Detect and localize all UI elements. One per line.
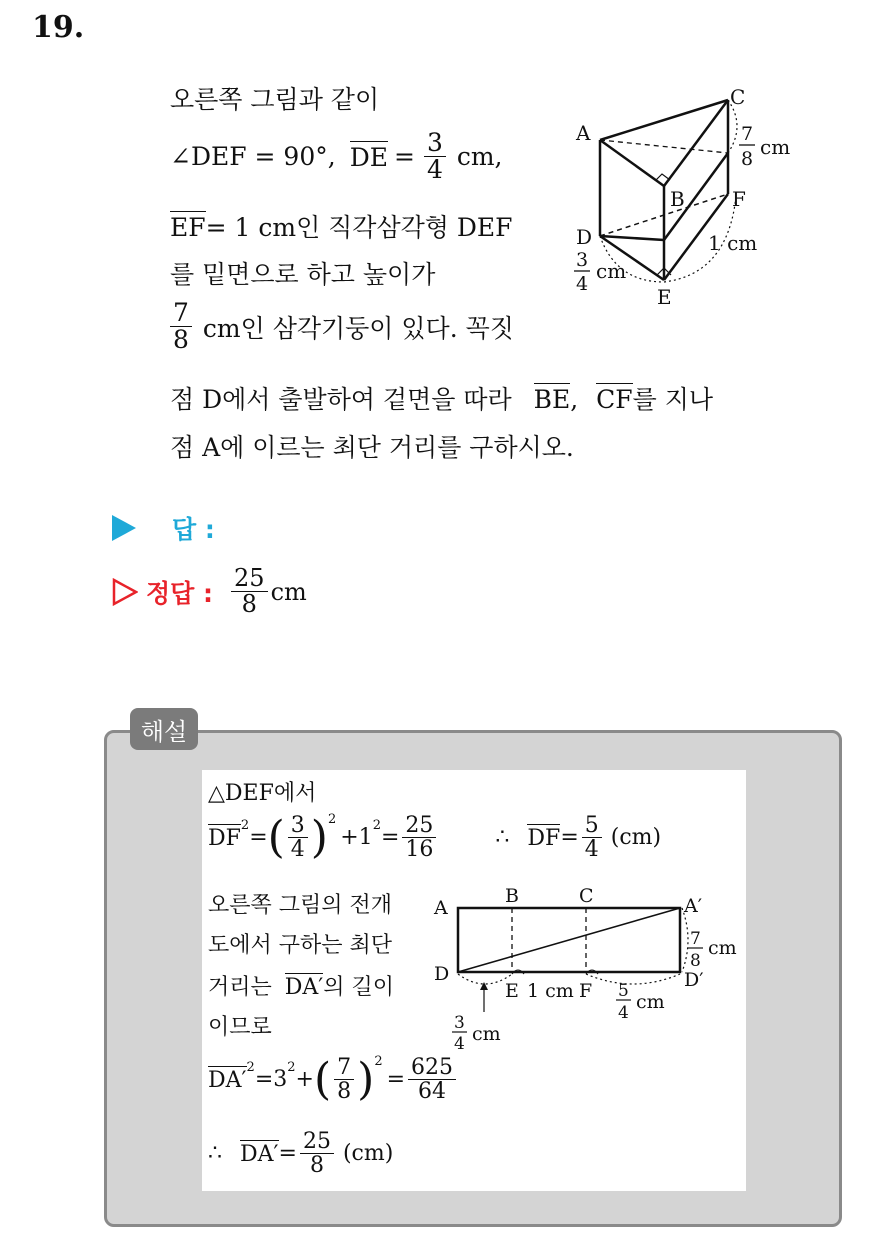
segment-df: DF bbox=[208, 826, 241, 851]
label-e: E bbox=[657, 285, 672, 309]
ef-label: 1 cm bbox=[708, 231, 758, 255]
answer-arrow-icon bbox=[112, 515, 136, 541]
fraction-height bbox=[170, 300, 192, 354]
h-num: 7 bbox=[690, 929, 701, 949]
question-line-2 bbox=[170, 130, 503, 184]
correct-answer-label: 정답 : bbox=[146, 578, 214, 608]
label-d: D bbox=[576, 225, 593, 249]
label-a-prime: A′ bbox=[684, 895, 703, 917]
fraction-625-64 bbox=[408, 1056, 456, 1103]
fraction-25-8 bbox=[300, 1130, 334, 1177]
dashed-a-to-cf bbox=[600, 140, 728, 153]
h-den: 8 bbox=[690, 951, 701, 971]
fraction-denominator: 4 bbox=[426, 155, 443, 185]
equals-sign: = bbox=[249, 825, 268, 850]
label-c: C bbox=[730, 85, 746, 109]
height-unit: cm bbox=[760, 135, 791, 159]
fraction-numerator: 3 bbox=[288, 814, 308, 838]
edge-ab bbox=[600, 140, 664, 186]
fraction-denominator: 64 bbox=[418, 1079, 447, 1104]
arc-fd bbox=[586, 974, 680, 984]
de-den: 4 bbox=[454, 1034, 465, 1052]
label-d-prime: D′ bbox=[684, 969, 704, 991]
fraction-25-16 bbox=[402, 814, 436, 861]
line6-post: 를 지나 bbox=[632, 385, 714, 414]
unit-cm: cm, bbox=[456, 142, 503, 172]
fraction-numerator: 625 bbox=[408, 1056, 456, 1080]
segment-cf: CF bbox=[596, 385, 633, 414]
fraction-numerator: 7 bbox=[334, 1056, 354, 1080]
unit-cm: (cm) bbox=[610, 825, 662, 850]
equals-sign: = bbox=[278, 1141, 297, 1167]
fraction-3-4 bbox=[288, 814, 308, 861]
arc-de bbox=[458, 974, 512, 984]
question-line-3 bbox=[170, 208, 513, 244]
height-den: 8 bbox=[741, 148, 754, 170]
edge-ac bbox=[600, 100, 728, 140]
explanation-content bbox=[202, 770, 746, 1191]
fraction-denominator: 16 bbox=[405, 837, 434, 862]
unit-cm: (cm) bbox=[342, 1141, 394, 1167]
exp-line-5 bbox=[208, 970, 394, 1001]
exp-line-5-pre: 거리는 bbox=[208, 975, 272, 1000]
exp-line-4: 도에서 구하는 최단 bbox=[208, 933, 393, 958]
therefore-sign: ∴ bbox=[495, 825, 510, 850]
label-b: B bbox=[505, 885, 519, 907]
segment-ef: EF bbox=[170, 213, 206, 242]
equals-sign: = bbox=[386, 1067, 406, 1092]
label-b: B bbox=[670, 187, 685, 211]
segment-be: BE bbox=[533, 385, 571, 414]
fraction-5-4 bbox=[582, 814, 602, 861]
prism-figure bbox=[560, 78, 810, 318]
segment-da-prime: DA′ bbox=[208, 1068, 247, 1093]
explanation-tab: 해설 bbox=[130, 708, 198, 750]
exp-line-6: 이므로 bbox=[208, 1015, 272, 1040]
de-num: 3 bbox=[454, 1013, 465, 1033]
answer-label: 답 : bbox=[172, 515, 215, 544]
fraction-numerator: 7 bbox=[170, 300, 192, 327]
arc-height bbox=[682, 908, 688, 972]
path-d-be bbox=[600, 236, 664, 240]
question-number: 19. bbox=[32, 10, 85, 45]
question-line-7: 점 A에 이르는 최단 거리를 구하시오. bbox=[170, 433, 574, 462]
label-a: A bbox=[434, 897, 448, 919]
de-unit: cm bbox=[472, 1023, 501, 1045]
angle-def: ∠DEF = 90°, bbox=[170, 142, 336, 172]
de-den: 4 bbox=[576, 273, 589, 295]
fraction-numerator: 25 bbox=[402, 814, 436, 838]
correct-arrow-icon bbox=[112, 578, 138, 606]
fraction-denominator: 8 bbox=[241, 590, 257, 619]
answer-row bbox=[112, 510, 215, 546]
fraction-numerator: 5 bbox=[582, 814, 602, 838]
right-angle-b bbox=[656, 174, 670, 180]
label-f: F bbox=[579, 980, 593, 1002]
exp-line-2: DF $^2$ = ( $\frac{3}{4}$ ) $^2$ +1 $^2$ = $\frac{25}{16}$ ∴ DF = $\frac{5}{4}$ (cm) bbox=[208, 812, 662, 863]
height-num: 7 bbox=[741, 123, 754, 145]
segment-df: DF bbox=[527, 826, 561, 851]
line3-rest: = 1 cm인 직각삼각형 DEF bbox=[205, 213, 513, 242]
answer-unit: cm bbox=[270, 577, 307, 606]
question-line-4: 를 밑면으로 하고 높이가 bbox=[170, 260, 436, 289]
label-e: E bbox=[505, 980, 519, 1002]
exp-line-8 bbox=[208, 1130, 393, 1177]
question-line-5 bbox=[170, 300, 514, 354]
equals-sign: = bbox=[393, 142, 415, 172]
plus-sign: + bbox=[295, 1067, 314, 1092]
comma: , bbox=[570, 385, 579, 414]
fraction-denominator: 8 bbox=[337, 1079, 352, 1104]
fraction-7-8 bbox=[334, 1056, 354, 1103]
question-line-6 bbox=[170, 380, 713, 416]
label-d: D bbox=[434, 963, 450, 985]
exp-line-3: 오른쪽 그림의 전개 bbox=[208, 893, 393, 918]
fd-num: 5 bbox=[618, 981, 629, 1001]
exp-line-1: △DEF에서 bbox=[208, 781, 317, 806]
therefore-sign: ∴ bbox=[208, 1141, 222, 1167]
fraction-de bbox=[424, 130, 446, 184]
fraction-denominator: 4 bbox=[290, 837, 305, 862]
equals-three: =3 bbox=[254, 1067, 288, 1092]
h-unit: cm bbox=[708, 937, 737, 959]
edge-bc bbox=[664, 100, 728, 186]
label-a: A bbox=[576, 121, 591, 145]
answer-fraction bbox=[231, 566, 268, 617]
segment-da-prime: DA′ bbox=[240, 1142, 279, 1168]
exp-line-7: DA′ $^2$ =3 $^2$ + ( $\frac{7}{8}$ ) $^2$ = $\frac{625}{64}$ bbox=[208, 1054, 459, 1105]
equals-sign: = bbox=[380, 825, 400, 850]
fraction-numerator: 25 bbox=[231, 566, 268, 592]
line6-pre: 점 D에서 출발하여 겉면을 따라 bbox=[170, 385, 512, 414]
segment-de: DE bbox=[349, 143, 388, 173]
fd-den: 4 bbox=[618, 1003, 629, 1023]
segment-da-prime: DA′ bbox=[284, 975, 324, 1000]
fraction-denominator: 8 bbox=[173, 325, 189, 355]
plus-one: +1 bbox=[340, 825, 373, 850]
de-unit: cm bbox=[596, 259, 627, 283]
net-figure bbox=[432, 882, 742, 1052]
label-f: F bbox=[732, 187, 746, 211]
question-line-1: 오른쪽 그림과 같이 bbox=[170, 85, 380, 114]
fraction-denominator: 4 bbox=[584, 837, 599, 862]
label-c: C bbox=[579, 885, 594, 907]
exp-line-5-post: 의 길이 bbox=[323, 975, 395, 1000]
fd-unit: cm bbox=[636, 991, 665, 1013]
de-num: 3 bbox=[576, 249, 589, 271]
superscript: 2 bbox=[240, 818, 250, 833]
correct-answer-row bbox=[112, 566, 307, 617]
superscript: 2 bbox=[246, 1060, 255, 1075]
fraction-numerator: 25 bbox=[300, 1130, 334, 1154]
fraction-denominator: 8 bbox=[309, 1153, 324, 1179]
line5-rest: cm인 삼각기둥이 있다. 꼭짓 bbox=[202, 313, 514, 343]
diagonal-da-prime bbox=[458, 908, 680, 972]
ef-label: 1 cm bbox=[527, 980, 574, 1002]
fraction-numerator: 3 bbox=[424, 130, 446, 157]
equals-sign: = bbox=[560, 825, 579, 850]
